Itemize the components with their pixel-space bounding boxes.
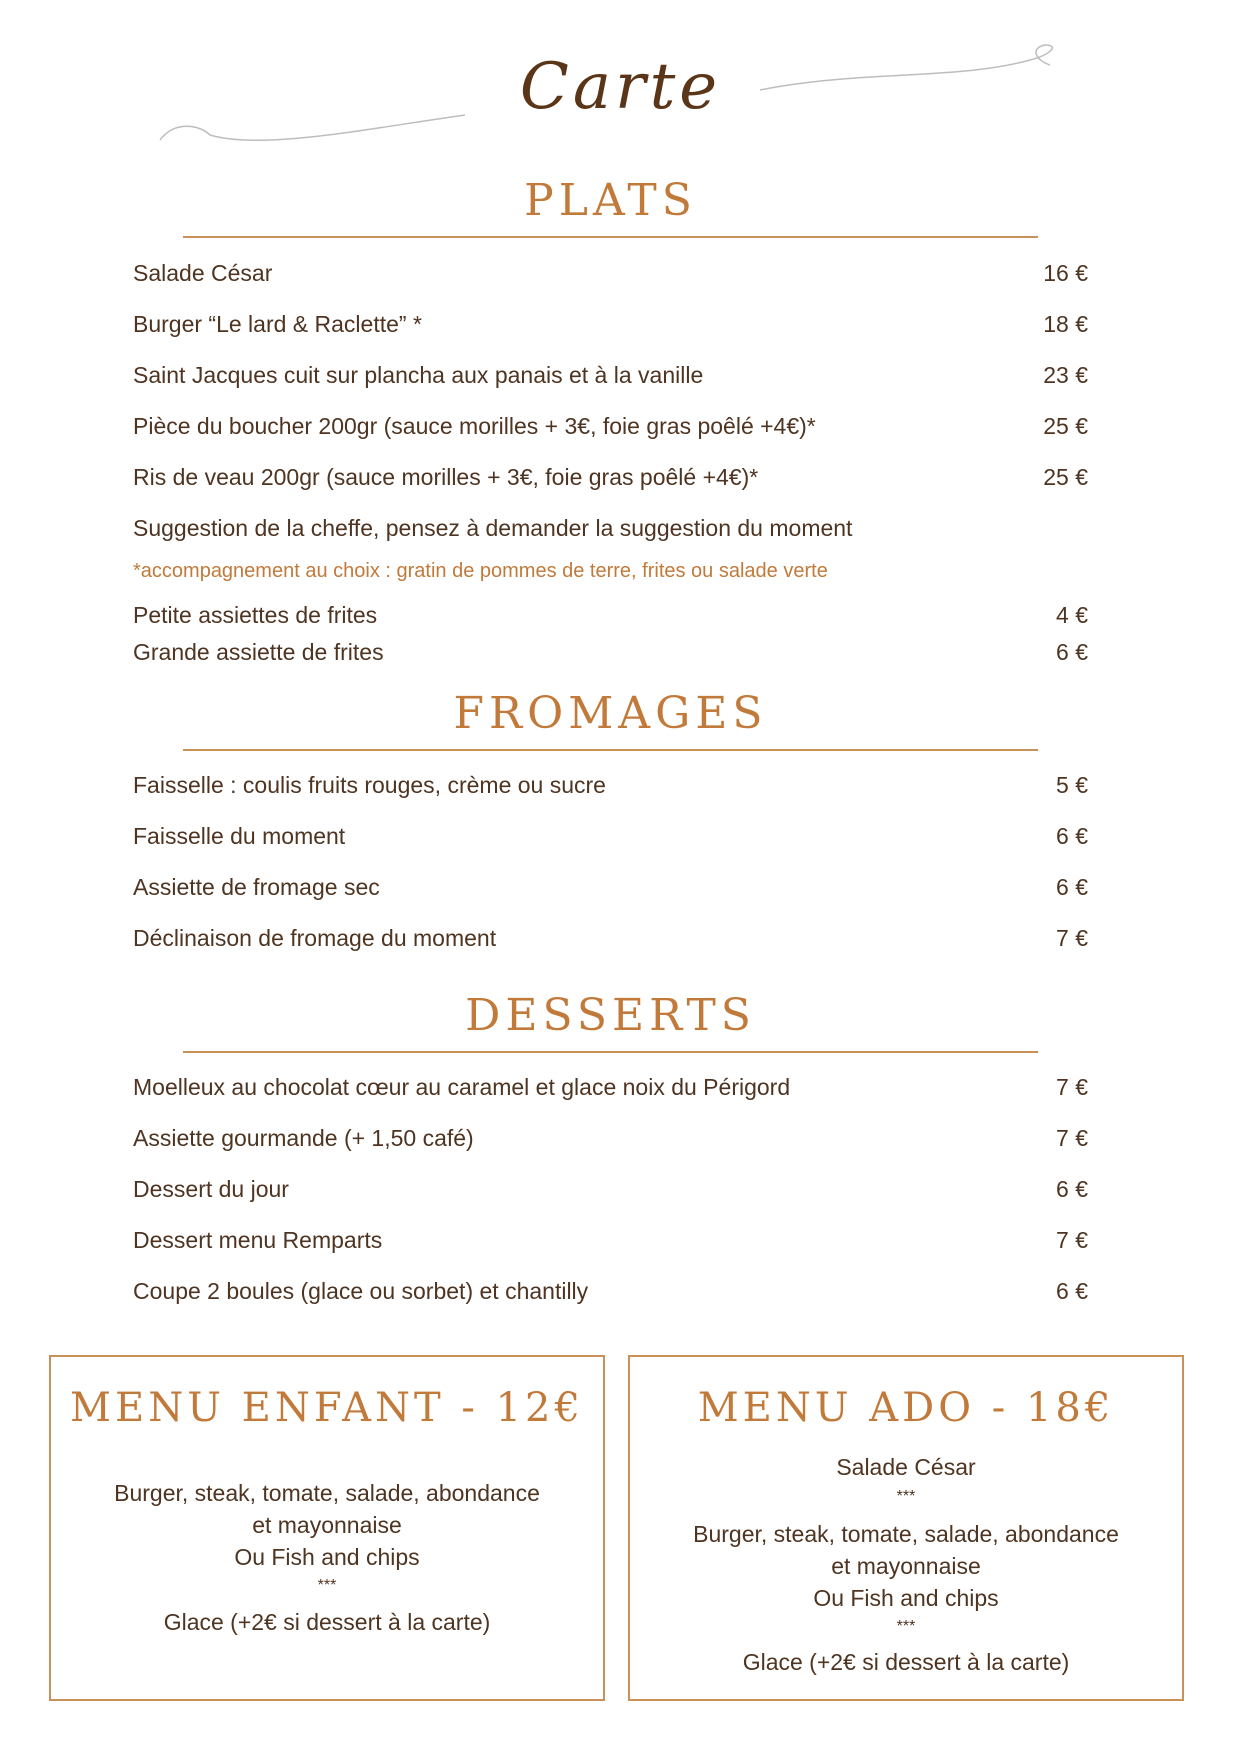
item-name: Ris de veau 200gr (sauce morilles + 3€, foie gras poêlé +4€)* bbox=[133, 464, 759, 490]
item-name: Faisselle : coulis fruits rouges, crème ou sucre bbox=[133, 772, 606, 798]
item-price: 6 € bbox=[1056, 1176, 1088, 1202]
menu-enfant-box bbox=[49, 1355, 605, 1701]
item-name: Suggestion de la cheffe, pensez à demander la suggestion du moment bbox=[133, 515, 853, 541]
item-price: 25 € bbox=[1043, 464, 1088, 490]
item-name: Pièce du boucher 200gr (sauce morilles + 3€, foie gras poêlé +4€)* bbox=[133, 413, 816, 439]
item-name: Faisselle du moment bbox=[133, 823, 346, 849]
item-price: 7 € bbox=[1056, 925, 1088, 951]
item-name: Moelleux au chocolat cœur au caramel et glace noix du Périgord bbox=[133, 1074, 791, 1100]
item-name: Petite assiettes de frites bbox=[133, 602, 378, 628]
item-price: 18 € bbox=[1043, 311, 1088, 337]
item-price: 7 € bbox=[1056, 1227, 1088, 1253]
item-name: Salade César bbox=[133, 260, 273, 286]
item-price: 6 € bbox=[1056, 639, 1088, 665]
menu-enfant-title: MENU ENFANT - 12€ bbox=[70, 1385, 584, 1431]
accompaniment-note: *accompagnement au choix : gratin de pommes de terre, frites ou salade verte bbox=[133, 560, 828, 582]
item-price: 4 € bbox=[1056, 602, 1088, 628]
menu-ado-box bbox=[628, 1355, 1184, 1701]
item-price: 23 € bbox=[1043, 362, 1088, 388]
header bbox=[0, 20, 1241, 160]
item-price: 6 € bbox=[1056, 823, 1088, 849]
menu-separator: *** bbox=[317, 1577, 337, 1594]
menu-line: Ou Fish and chips bbox=[813, 1585, 999, 1611]
menu-line: et mayonnaise bbox=[831, 1553, 981, 1579]
item-price: 5 € bbox=[1056, 772, 1088, 798]
page-title: Carte bbox=[519, 50, 722, 124]
section-title-desserts: DESSERTS bbox=[465, 990, 756, 1041]
item-price: 7 € bbox=[1056, 1125, 1088, 1151]
item-price: 16 € bbox=[1043, 260, 1088, 286]
menu-line: Salade César bbox=[836, 1454, 976, 1480]
item-name: Dessert menu Remparts bbox=[133, 1227, 383, 1253]
section-title-plats: PLATS bbox=[524, 175, 697, 226]
item-name: Assiette de fromage sec bbox=[133, 874, 380, 900]
item-price: 25 € bbox=[1043, 413, 1088, 439]
menu-line: Ou Fish and chips bbox=[234, 1544, 420, 1570]
section-title-fromages: FROMAGES bbox=[453, 688, 768, 739]
divider bbox=[183, 236, 1038, 238]
item-name: Assiette gourmande (+ 1,50 café) bbox=[133, 1125, 474, 1151]
menu-line: Glace (+2€ si dessert à la carte) bbox=[163, 1609, 491, 1635]
item-name: Coupe 2 boules (glace ou sorbet) et chantilly bbox=[133, 1278, 589, 1304]
menu-line: Glace (+2€ si dessert à la carte) bbox=[742, 1649, 1070, 1675]
menu-line: Burger, steak, tomate, salade, abondance bbox=[693, 1521, 1119, 1547]
item-price: 7 € bbox=[1056, 1074, 1088, 1100]
divider bbox=[183, 1051, 1038, 1053]
divider bbox=[183, 749, 1038, 751]
item-name: Saint Jacques cuit sur plancha aux panais et à la vanille bbox=[133, 362, 704, 388]
menu-ado-title: MENU ADO - 18€ bbox=[697, 1385, 1115, 1431]
menu-separator: *** bbox=[896, 1618, 916, 1635]
item-name: Grande assiette de frites bbox=[133, 639, 384, 665]
item-price: 6 € bbox=[1056, 1278, 1088, 1304]
menu-separator: *** bbox=[896, 1488, 916, 1505]
item-name: Déclinaison de fromage du moment bbox=[133, 925, 497, 951]
item-name: Burger “Le lard & Raclette” * bbox=[133, 311, 422, 337]
item-price: 6 € bbox=[1056, 874, 1088, 900]
menu-line: Burger, steak, tomate, salade, abondance bbox=[114, 1480, 540, 1506]
item-name: Dessert du jour bbox=[133, 1176, 289, 1202]
menu-line: et mayonnaise bbox=[252, 1512, 402, 1538]
